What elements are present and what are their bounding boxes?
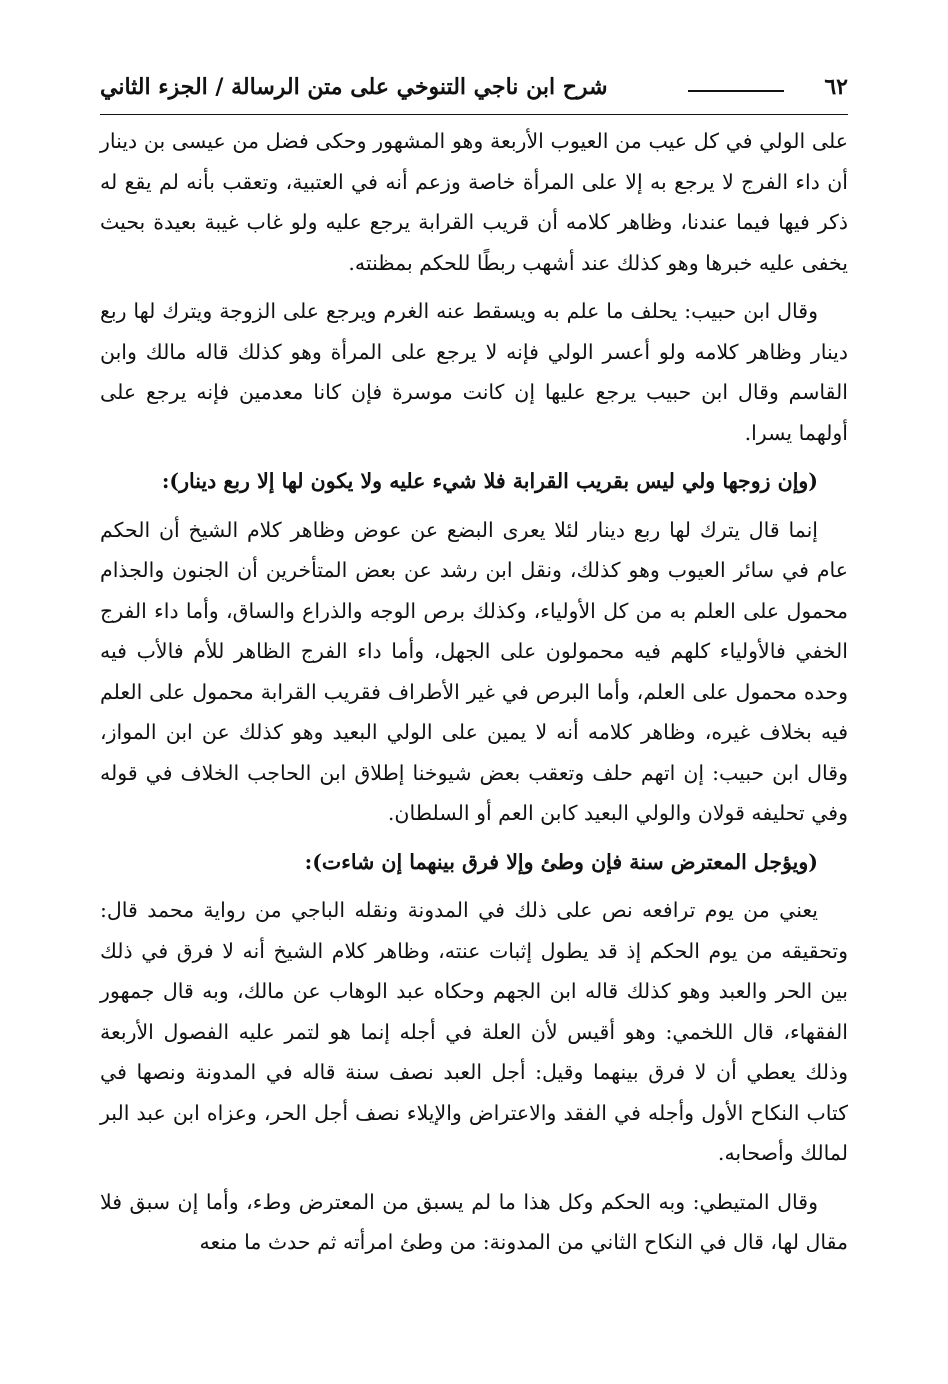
paragraph-1: على الولي في كل عيب من العيوب الأربعة وهو المشهور وحكى فضل من عيسى بن دينار أن داء الفرج لا يرجع به إلا على المرأة خاصة وزعم أنه في العتبية، وتعقب بأنه لم يقع له ذكر فيها فيما عندنا، وظاهر كلامه أن قريب القرابة يرجع عليه ولو غاب غيبة بعيدة بحيث يخفى عليه خبرها وهو كذلك عند أشهب ربطًا للحكم بمظنته.: [100, 129, 848, 275]
paragraph-5: وقال المتيطي: وبه الحكم وكل هذا ما لم يسبق من المعترض وطء، وأما إن سبق فلا مقال لها، قال في النكاح الثاني من المدونة: من وطئ امرأته ثم حدث ما منعه: [100, 1189, 848, 1254]
matn-quote-2: (ويؤجل المعترض سنة فإن وطئ وإلا فرق بينهما إن شاءت):: [304, 849, 818, 874]
paragraph-2: وقال ابن حبيب: يحلف ما علم به ويسقط عنه الغرم ويرجع على الزوجة ويترك لها ربع دينار وظاهر كلامه ولو أعسر الولي فإنه لا يرجع على المرأة وهو كذلك قاله مالك وابن القاسم وقال ابن حبيب يرجع عليها إن كانت موسرة فإن كانا معدمين فإنه يرجع على أولهما يسرا.: [100, 299, 848, 445]
book-title: شرح ابن ناجي التنوخي على متن الرسالة / الجزء الثاني: [100, 74, 608, 100]
page-number: ٦٢: [824, 74, 848, 100]
running-header: [100, 70, 848, 115]
paragraph-3: إنما قال يترك لها ربع دينار لئلا يعرى البضع عن عوض وظاهر كلام الشيخ أن الحكم عام في سائر العيوب وهو كذلك، ونقل ابن رشد عن بعض المتأخرين أن الجنون والجذام محمول على العلم به من كل الأولياء، وكذلك برص الوجه والذراع والساق، وأما داء الفرج الخفي فالأولياء كلهم فيه محمولون على الجهل، وأما داء الفرج الظاهر للأم فالأب فيه وحده محمول على العلم، وأما البرص في غير الأطراف فقريب القرابة محمول على العلم فيه بخلاف غيره، وظاهر كلامه أنه لا يمين على الولي البعيد وهو كذلك عن ابن المواز، وقال ابن حبيب: إن اتهم حلف وتعقب بعض شيوخنا إطلاق ابن الحاجب الخلاف في قوله وفي تحليفه قولان والولي البعيد كابن العم أو السلطان.: [100, 517, 848, 825]
page-body: [100, 121, 848, 1263]
matn-quote-1: (وإن زوجها ولي ليس بقريب القرابة فلا شيء عليه ولا يكون لها إلا ربع دينار):: [161, 469, 818, 493]
paragraph-4: يعني من يوم ترافعه نص على ذلك في المدونة ونقله الباجي من رواية محمد قال: وتحقيقه من يوم الحكم إذ قد يطول إثبات عنته، وظاهر كلام الشيخ أنه لا فرق في ذلك بين الحر والعبد وهو كذلك قاله ابن الجهم وحكاه عبد الوهاب عن مالك، وبه قال جمهور الفقهاء، قال اللخمي: وهو أقيس لأن العلة في أجله إنما هو لتمر عليه الفصول الأربعة وذلك يعطي أن لا فرق بينهما وقيل: أجل العبد نصف سنة قاله في المدونة ونصها في كتاب النكاح الأول وأجله في الفقد والاعتراض والإيلاء نصف أجل الحر، وعزاه ابن عبد البر لمالك وأصحابه.: [100, 898, 848, 1165]
book-page: [100, 70, 848, 1271]
